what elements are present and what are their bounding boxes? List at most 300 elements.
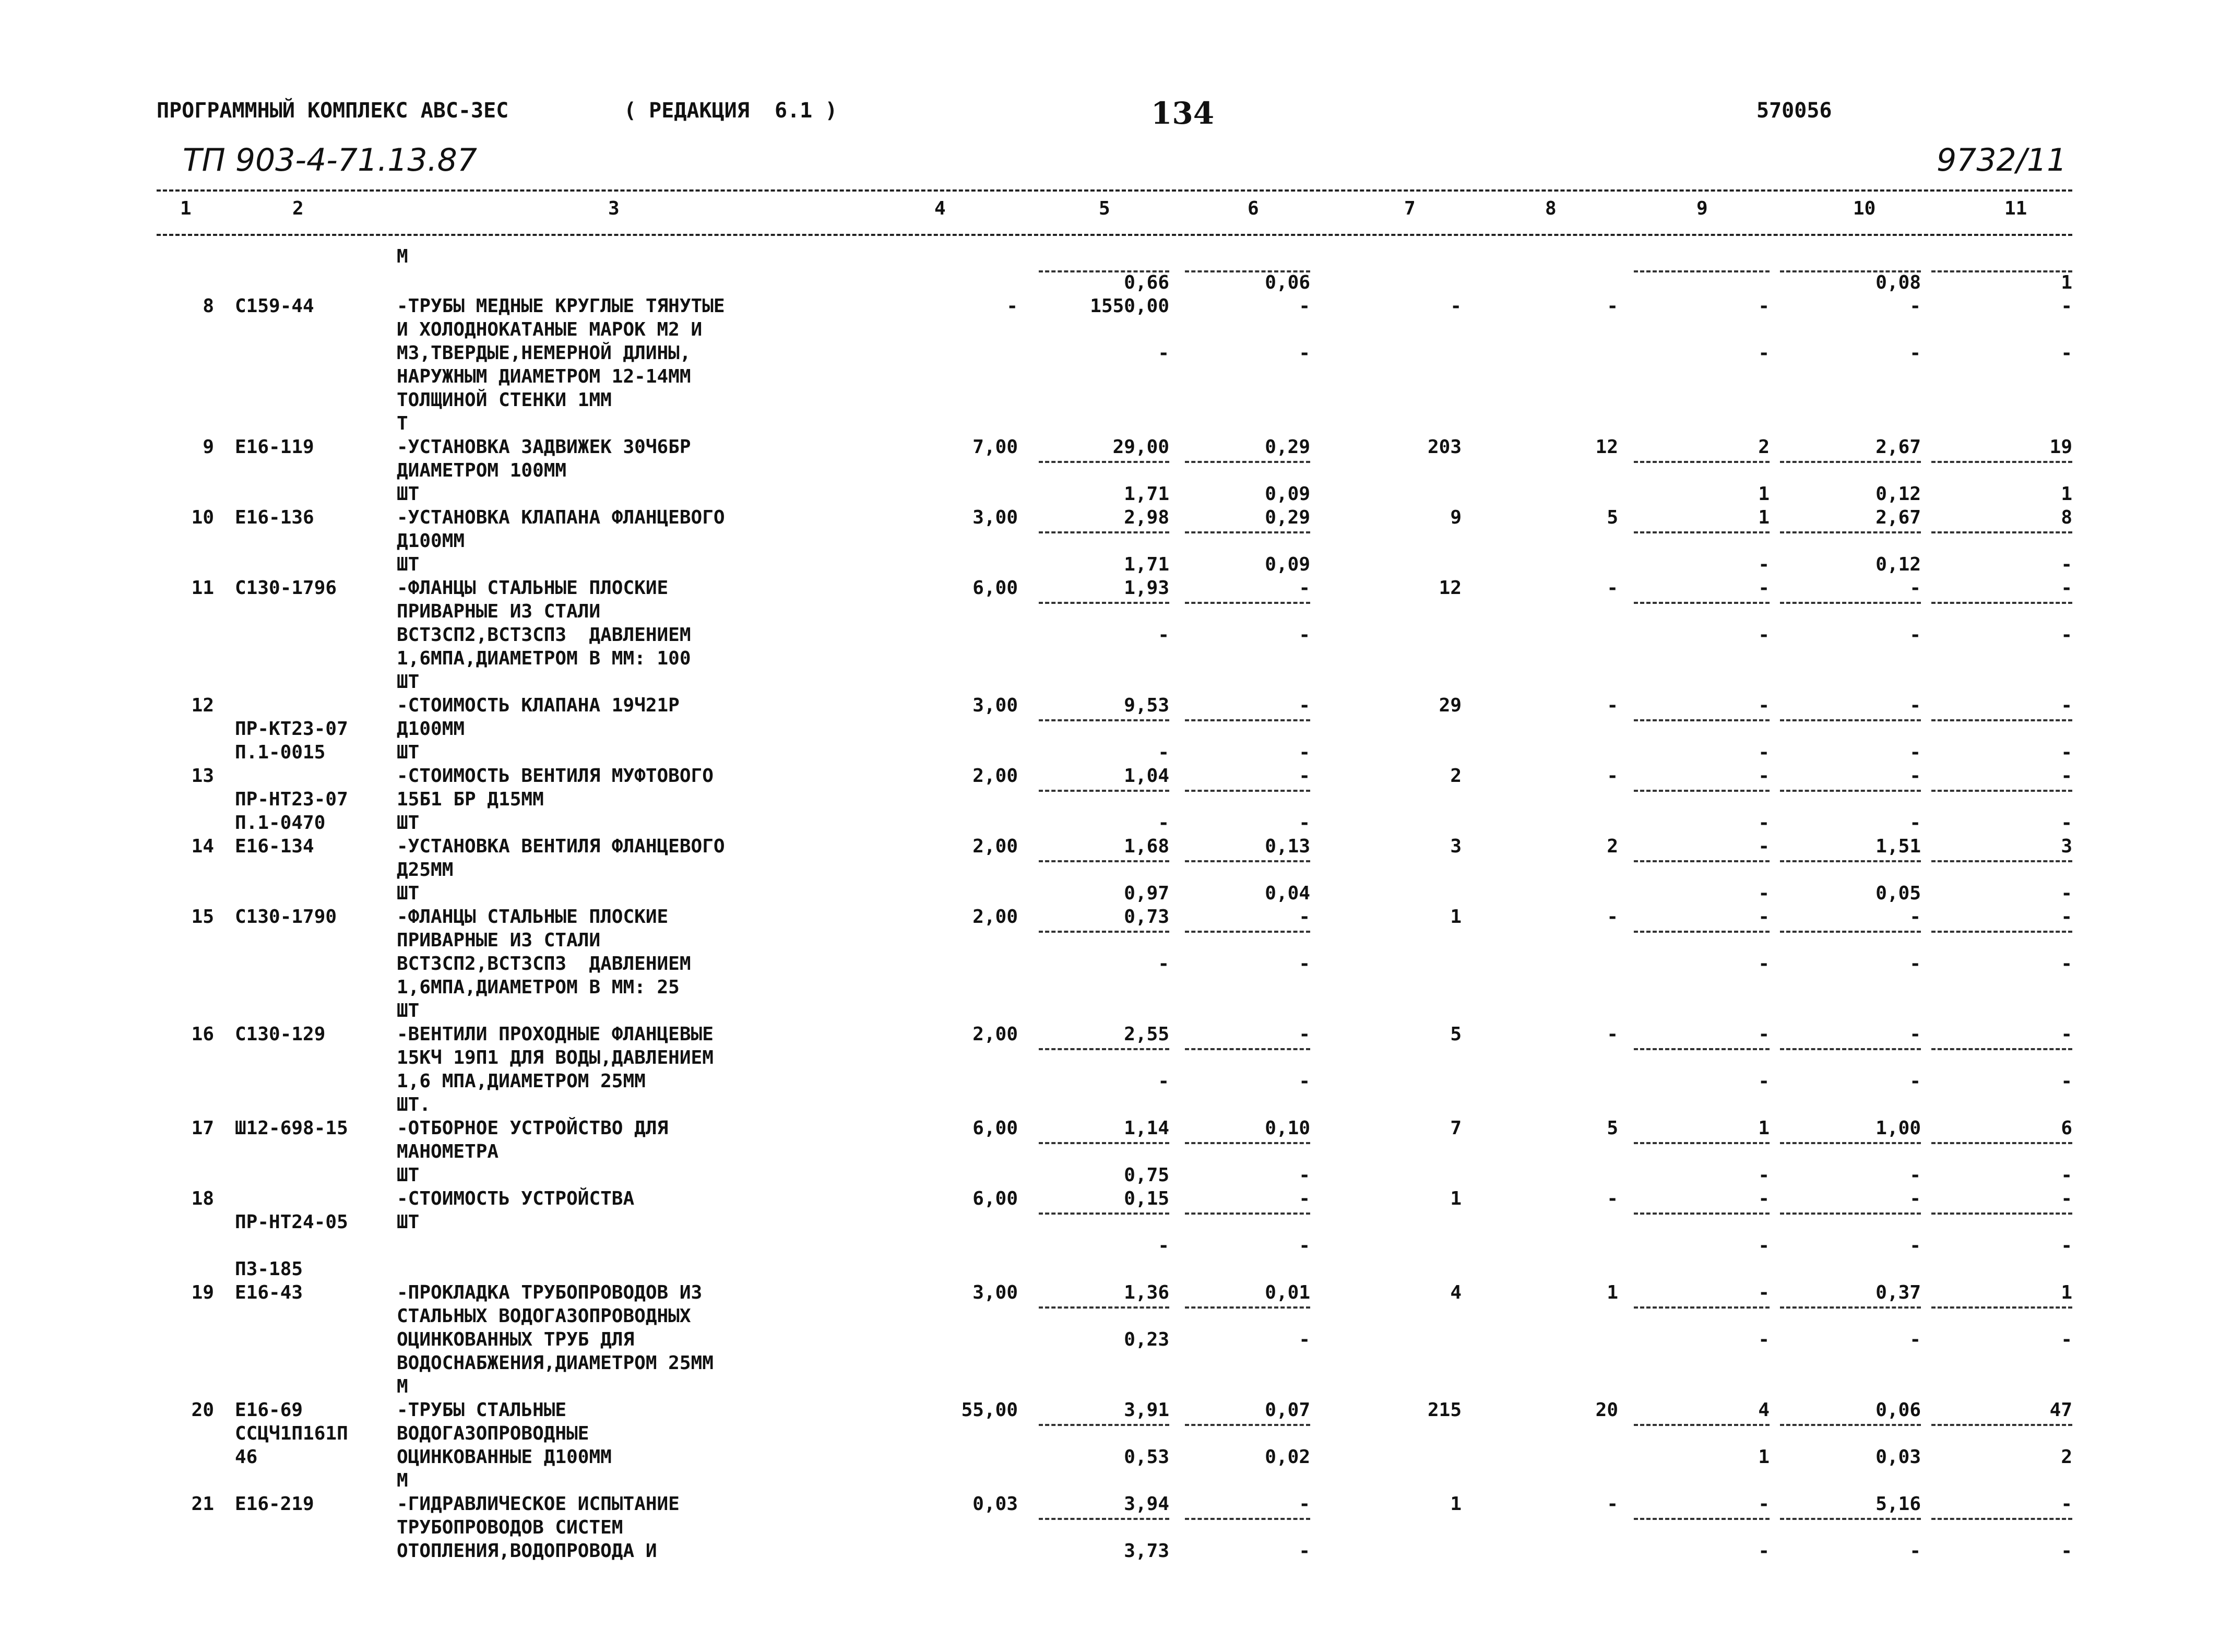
cell-col-3: М: [397, 1470, 408, 1491]
cell-col-10: 2,67: [1875, 507, 1921, 528]
cell-separator: [1931, 1048, 2072, 1050]
cell-separator: [1634, 860, 1770, 862]
cell-separator: [1634, 1518, 1770, 1520]
cell-col-9: -: [1758, 1071, 1770, 1092]
cell-separator: [1634, 602, 1770, 604]
cell-col-11: -: [2061, 906, 2072, 928]
cell-col-6: -: [1299, 577, 1310, 599]
cell-separator: [1931, 602, 2072, 604]
cell-col-3: ШТ: [397, 1000, 420, 1021]
cell-col-8: -: [1607, 765, 1618, 787]
cell-col-6: 0,10: [1265, 1118, 1310, 1139]
cell-col-2: П.1-0015: [235, 742, 326, 763]
cell-col-1: 10: [191, 507, 214, 528]
cell-col-3: -ТРУБЫ МЕДНЫЕ КРУГЛЫЕ ТЯНУТЫЕ: [397, 295, 725, 317]
cell-col-6: -: [1299, 624, 1310, 646]
cell-separator: [1780, 1213, 1921, 1215]
cell-col-5: -: [1158, 1235, 1169, 1256]
cell-col-5: 1,14: [1124, 1118, 1169, 1139]
cell-separator: [1780, 860, 1921, 862]
cell-separator: [1931, 719, 2072, 721]
cell-col-10: 2,67: [1875, 436, 1921, 458]
cell-separator: [1185, 531, 1310, 533]
cell-col-4: 2,00: [972, 836, 1018, 857]
cell-separator: [1039, 860, 1169, 862]
cell-col-4: 3,00: [972, 695, 1018, 716]
cell-col-9: -: [1758, 554, 1770, 575]
cell-col-3: ШТ: [397, 671, 420, 693]
cell-col-6: 0,07: [1265, 1399, 1310, 1421]
cell-col-7: -: [1450, 295, 1462, 317]
cell-col-5: 2,55: [1124, 1024, 1169, 1045]
cell-col-3: -ФЛАНЦЫ СТАЛЬНЫЕ ПЛОСКИЕ: [397, 906, 669, 928]
cell-col-3: -ФЛАНЦЫ СТАЛЬНЫЕ ПЛОСКИЕ: [397, 577, 669, 599]
cell-col-7: 203: [1427, 436, 1462, 458]
cell-col-4: 3,00: [972, 507, 1018, 528]
cell-col-2: С130-1796: [235, 577, 337, 599]
cell-col-7: 1: [1450, 906, 1462, 928]
cell-col-8: 20: [1595, 1399, 1618, 1421]
cell-col-1: 16: [191, 1024, 214, 1045]
cell-col-8: 1: [1607, 1282, 1618, 1303]
cell-col-10: -: [1909, 1024, 1921, 1045]
cell-col-3: -СТОИМОСТЬ УСТРОЙСТВА: [397, 1188, 635, 1209]
column-header-9: 9: [1696, 198, 1708, 219]
column-header-4: 4: [934, 198, 946, 219]
cell-col-6: 0,29: [1265, 507, 1310, 528]
cell-col-8: -: [1607, 906, 1618, 928]
cell-col-7: 3: [1450, 836, 1462, 857]
cell-col-10: -: [1909, 765, 1921, 787]
cell-col-6: 0,04: [1265, 883, 1310, 904]
cell-col-6: -: [1299, 1071, 1310, 1092]
cell-col-11: -: [2061, 1540, 2072, 1562]
cell-col-10: 0,12: [1875, 483, 1921, 505]
cell-col-4: 7,00: [972, 436, 1018, 458]
cell-col-8: -: [1607, 1188, 1618, 1209]
cell-col-5: 0,23: [1124, 1329, 1169, 1350]
cell-separator: [1780, 931, 1921, 933]
cell-col-8: 5: [1607, 507, 1618, 528]
cell-col-5: -: [1158, 342, 1169, 364]
cell-col-4: 55,00: [961, 1399, 1018, 1421]
cell-separator: [1780, 1424, 1921, 1426]
cell-col-10: -: [1909, 1329, 1921, 1350]
cell-separator: [1634, 1424, 1770, 1426]
cell-col-3: ОЦИНКОВАННЫЕ Д100ММ: [397, 1446, 612, 1468]
cell-col-10: -: [1909, 695, 1921, 716]
cell-separator: [1931, 1424, 2072, 1426]
cell-col-7: 12: [1439, 577, 1462, 599]
cell-separator: [1185, 719, 1310, 721]
cell-col-5: -: [1158, 1071, 1169, 1092]
cell-col-3: ШТ.: [397, 1094, 431, 1115]
cell-col-9: -: [1758, 342, 1770, 364]
cell-separator: [1634, 270, 1770, 272]
cell-separator: [1634, 931, 1770, 933]
cell-col-3: -ПРОКЛАДКА ТРУБОПРОВОДОВ ИЗ: [397, 1282, 703, 1303]
cell-col-5: 1,36: [1124, 1282, 1169, 1303]
cell-separator: [1931, 931, 2072, 933]
cell-separator: [1039, 602, 1169, 604]
cell-separator: [1634, 1142, 1770, 1144]
cell-separator: [1780, 461, 1921, 463]
cell-col-1: 17: [191, 1118, 214, 1139]
cell-col-6: 0,09: [1265, 554, 1310, 575]
column-header-6: 6: [1248, 198, 1259, 219]
cell-col-1: 20: [191, 1399, 214, 1421]
cell-separator: [1185, 1306, 1310, 1309]
cell-separator: [1185, 1142, 1310, 1144]
cell-col-10: 0,03: [1875, 1446, 1921, 1468]
cell-col-3: ШТ: [397, 483, 420, 505]
cell-separator: [1931, 461, 2072, 463]
cell-col-8: 2: [1607, 836, 1618, 857]
cell-separator: [1185, 860, 1310, 862]
column-header-2: 2: [292, 198, 304, 219]
cell-col-2: Е16-69: [235, 1399, 303, 1421]
cell-col-7: 7: [1450, 1118, 1462, 1139]
cell-col-5: 3,94: [1124, 1493, 1169, 1515]
cell-col-10: 0,05: [1875, 883, 1921, 904]
cell-separator: [1634, 1306, 1770, 1309]
cell-col-9: -: [1758, 577, 1770, 599]
cell-separator: [1931, 790, 2072, 792]
cell-col-7: 1: [1450, 1493, 1462, 1515]
cell-col-1: 9: [203, 436, 214, 458]
cell-col-6: -: [1299, 906, 1310, 928]
cell-col-10: -: [1909, 812, 1921, 834]
cell-col-10: -: [1909, 953, 1921, 974]
cell-col-5: 1550,00: [1090, 295, 1169, 317]
cell-col-3: -УСТАНОВКА ЗАДВИЖЕК 30Ч6БР: [397, 436, 691, 458]
cell-col-5: 1,04: [1124, 765, 1169, 787]
cell-col-3: -ВЕНТИЛИ ПРОХОДНЫЕ ФЛАНЦЕВЫЕ: [397, 1024, 714, 1045]
cell-col-3: ШТ: [397, 1164, 420, 1186]
cell-col-6: -: [1299, 812, 1310, 834]
cell-col-11: 1: [2061, 1282, 2072, 1303]
cell-separator: [1634, 531, 1770, 533]
cell-col-2: Ш12-698-15: [235, 1118, 348, 1139]
cell-col-2: П3-185: [235, 1258, 303, 1280]
cell-separator: [1039, 1142, 1169, 1144]
cell-col-9: -: [1758, 1024, 1770, 1045]
cell-col-6: -: [1299, 342, 1310, 364]
cell-col-5: 2,98: [1124, 507, 1169, 528]
cell-col-5: 0,15: [1124, 1188, 1169, 1209]
cell-col-10: 0,06: [1875, 1399, 1921, 1421]
cell-col-3: ШТ: [397, 742, 420, 763]
cell-separator: [1931, 1213, 2072, 1215]
cell-col-3: 15Б1 БР Д15ММ: [397, 789, 544, 810]
cell-col-7: 5: [1450, 1024, 1462, 1045]
cell-col-7: 215: [1427, 1399, 1462, 1421]
cell-col-3: ШТ: [397, 883, 420, 904]
cell-col-11: -: [2061, 742, 2072, 763]
cell-col-3: 1,6 МПА,ДИАМЕТРОМ 25ММ: [397, 1071, 646, 1092]
cell-col-3: ШТ: [397, 1211, 420, 1233]
cell-col-8: -: [1607, 1493, 1618, 1515]
cell-col-3: МАНОМЕТРА: [397, 1141, 499, 1162]
cell-separator: [1780, 719, 1921, 721]
cell-col-1: 13: [191, 765, 214, 787]
cell-col-9: -: [1758, 1188, 1770, 1209]
cell-col-11: 2: [2061, 1446, 2072, 1468]
column-header-5: 5: [1099, 198, 1110, 219]
cell-col-11: -: [2061, 1164, 2072, 1186]
cell-col-4: 6,00: [972, 577, 1018, 599]
cell-separator: [1931, 531, 2072, 533]
cell-col-10: -: [1909, 577, 1921, 599]
cell-separator: [1039, 719, 1169, 721]
cell-col-10: 5,16: [1875, 1493, 1921, 1515]
cell-col-1: 8: [203, 295, 214, 317]
cell-separator: [1185, 931, 1310, 933]
cell-col-2: Е16-134: [235, 836, 314, 857]
cell-separator: [1185, 602, 1310, 604]
program-title: ПРОГРАММНЫЙ КОМПЛЕКС АВС-3ЕС: [157, 99, 509, 123]
cell-col-5: 1,68: [1124, 836, 1169, 857]
cell-col-3: -СТОИМОСТЬ ВЕНТИЛЯ МУФТОВОГО: [397, 765, 714, 787]
cell-col-3: ВСТ3СП2,ВСТ3СП3 ДАВЛЕНИЕМ: [397, 953, 691, 974]
cell-separator: [1039, 270, 1169, 272]
header-rule-bottom: [157, 234, 2072, 236]
cell-col-1: 19: [191, 1282, 214, 1303]
column-header-7: 7: [1404, 198, 1416, 219]
cell-col-4: 3,00: [972, 1282, 1018, 1303]
cell-col-5: 0,73: [1124, 906, 1169, 928]
cell-separator: [1931, 1518, 2072, 1520]
cell-col-1: 21: [191, 1493, 214, 1515]
cell-separator: [1780, 602, 1921, 604]
cell-col-5: -: [1158, 742, 1169, 763]
cell-col-1: 11: [191, 577, 214, 599]
cell-col-3: 1,6МПА,ДИАМЕТРОМ В ММ: 25: [397, 977, 680, 998]
cell-col-11: 19: [2049, 436, 2072, 458]
cell-col-6: 0,01: [1265, 1282, 1310, 1303]
cell-col-9: -: [1758, 906, 1770, 928]
cell-col-3: -УСТАНОВКА ВЕНТИЛЯ ФЛАНЦЕВОГО: [397, 836, 725, 857]
cell-col-3: ВОДОСНАБЖЕНИЯ,ДИАМЕТРОМ 25ММ: [397, 1352, 714, 1374]
cell-col-7: 4: [1450, 1282, 1462, 1303]
cell-col-10: -: [1909, 1235, 1921, 1256]
cell-separator: [1634, 1048, 1770, 1050]
page-number: 134: [1151, 96, 1215, 131]
cell-col-9: -: [1758, 1540, 1770, 1562]
cell-col-3: ШТ: [397, 554, 420, 575]
cell-col-6: -: [1299, 695, 1310, 716]
cell-separator: [1931, 1306, 2072, 1309]
cell-col-9: -: [1758, 1282, 1770, 1303]
cell-col-5: 29,00: [1112, 436, 1169, 458]
cell-separator: [1634, 719, 1770, 721]
cell-col-11: -: [2061, 1493, 2072, 1515]
cell-col-2: 46: [235, 1446, 258, 1468]
cell-col-11: -: [2061, 1329, 2072, 1350]
cell-separator: [1039, 1518, 1169, 1520]
cell-col-5: 1,71: [1124, 554, 1169, 575]
cell-col-7: 2: [1450, 765, 1462, 787]
cell-col-6: 0,09: [1265, 483, 1310, 505]
cell-col-7: 9: [1450, 507, 1462, 528]
cell-col-9: -: [1758, 695, 1770, 716]
cell-col-2: ПР-НТ23-07: [235, 789, 348, 810]
cell-col-10: -: [1909, 1540, 1921, 1562]
cell-col-6: -: [1299, 1188, 1310, 1209]
edition-label: ( РЕДАКЦИЯ 6.1 ): [624, 99, 838, 123]
cell-col-10: -: [1909, 1071, 1921, 1092]
cell-col-2: С130-1790: [235, 906, 337, 928]
cell-col-6: -: [1299, 1024, 1310, 1045]
cell-col-4: 6,00: [972, 1188, 1018, 1209]
cell-col-5: 0,66: [1124, 272, 1169, 293]
cell-col-9: -: [1758, 1329, 1770, 1350]
cell-col-3: ВСТ3СП2,ВСТ3СП3 ДАВЛЕНИЕМ: [397, 624, 691, 646]
cell-col-9: -: [1758, 883, 1770, 904]
cell-separator: [1634, 1213, 1770, 1215]
cell-col-10: 1,00: [1875, 1118, 1921, 1139]
cell-col-9: -: [1758, 624, 1770, 646]
sheet-number-handwritten: 9732/11: [1937, 142, 2067, 179]
cell-col-6: -: [1299, 1235, 1310, 1256]
cell-col-6: -: [1299, 295, 1310, 317]
cell-separator: [1780, 531, 1921, 533]
cell-col-5: 3,73: [1124, 1540, 1169, 1562]
cell-col-9: -: [1758, 953, 1770, 974]
cell-col-2: Е16-119: [235, 436, 314, 458]
cell-col-9: 2: [1758, 436, 1770, 458]
cell-col-3: НАРУЖНЫМ ДИАМЕТРОМ 12-14ММ: [397, 366, 691, 387]
cell-separator: [1780, 1306, 1921, 1309]
cell-col-11: 3: [2061, 836, 2072, 857]
cell-col-3: ВОДОГАЗОПРОВОДНЫЕ: [397, 1423, 589, 1444]
cell-separator: [1634, 790, 1770, 792]
column-header-1: 1: [180, 198, 192, 219]
cell-separator: [1039, 1048, 1169, 1050]
cell-separator: [1185, 790, 1310, 792]
cell-col-3: И ХОЛОДНОКАТАНЫЕ МАРОК М2 И: [397, 319, 703, 340]
cell-col-9: -: [1758, 295, 1770, 317]
cell-col-3: ОЦИНКОВАННЫХ ТРУБ ДЛЯ: [397, 1329, 635, 1350]
cell-col-7: 29: [1439, 695, 1462, 716]
cell-col-10: -: [1909, 1188, 1921, 1209]
cell-col-9: -: [1758, 742, 1770, 763]
cell-col-11: -: [2061, 953, 2072, 974]
cell-col-8: -: [1607, 1024, 1618, 1045]
cell-col-4: 2,00: [972, 765, 1018, 787]
cell-col-5: -: [1158, 812, 1169, 834]
cell-col-2: ССЦЧ1П161П: [235, 1423, 348, 1444]
cell-col-9: -: [1758, 836, 1770, 857]
cell-col-5: 0,97: [1124, 883, 1169, 904]
cell-col-6: 0,13: [1265, 836, 1310, 857]
cell-col-11: -: [2061, 883, 2072, 904]
cell-separator: [1931, 270, 2072, 272]
cell-separator: [1780, 1142, 1921, 1144]
cell-col-3: М: [397, 1376, 408, 1397]
cell-col-5: -: [1158, 953, 1169, 974]
project-number-handwritten: ТП 903-4-71.13.87: [183, 142, 478, 179]
cell-col-11: -: [2061, 577, 2072, 599]
cell-col-4: 0,03: [972, 1493, 1018, 1515]
cell-col-5: 3,91: [1124, 1399, 1169, 1421]
cell-separator: [1185, 270, 1310, 272]
cell-col-6: -: [1299, 1164, 1310, 1186]
cell-col-3: ШТ: [397, 812, 420, 834]
cell-col-1: 18: [191, 1188, 214, 1209]
cell-col-8: -: [1607, 577, 1618, 599]
cell-col-3: Т: [397, 413, 408, 434]
cell-separator: [1039, 531, 1169, 533]
cell-col-10: -: [1909, 624, 1921, 646]
cell-separator: [1780, 1518, 1921, 1520]
cell-separator: [1634, 461, 1770, 463]
cell-col-10: -: [1909, 906, 1921, 928]
cell-col-3: -СТОИМОСТЬ КЛАПАНА 19Ч21Р: [397, 695, 680, 716]
cell-col-11: 47: [2049, 1399, 2072, 1421]
cell-col-3: Д100ММ: [397, 718, 465, 740]
cell-col-8: 5: [1607, 1118, 1618, 1139]
cell-col-4: 2,00: [972, 906, 1018, 928]
cell-col-3: ПРИВАРНЫЕ ИЗ СТАЛИ: [397, 930, 601, 951]
cell-col-6: -: [1299, 1493, 1310, 1515]
cell-col-6: -: [1299, 765, 1310, 787]
cell-col-3: ТРУБОПРОВОДОВ СИСТЕМ: [397, 1517, 623, 1538]
cell-col-5: 0,53: [1124, 1446, 1169, 1468]
cell-col-4: 2,00: [972, 1024, 1018, 1045]
cell-col-4: -: [1006, 295, 1018, 317]
cell-col-9: -: [1758, 1493, 1770, 1515]
cell-col-3: 1,6МПА,ДИАМЕТРОМ В ММ: 100: [397, 648, 691, 669]
cell-col-5: 9,53: [1124, 695, 1169, 716]
cell-col-11: -: [2061, 624, 2072, 646]
cell-col-5: 0,75: [1124, 1164, 1169, 1186]
cell-separator: [1780, 790, 1921, 792]
cell-col-2: Е16-43: [235, 1282, 303, 1303]
cell-separator: [1039, 1213, 1169, 1215]
cell-col-3: -УСТАНОВКА КЛАПАНА ФЛАНЦЕВОГО: [397, 507, 725, 528]
cell-col-2: Е16-219: [235, 1493, 314, 1515]
cell-col-9: 1: [1758, 507, 1770, 528]
cell-col-11: 8: [2061, 507, 2072, 528]
cell-col-9: 1: [1758, 1118, 1770, 1139]
cell-col-9: -: [1758, 812, 1770, 834]
cell-col-6: -: [1299, 1540, 1310, 1562]
cell-col-5: 1,71: [1124, 483, 1169, 505]
cell-col-3: ТОЛЩИНОЙ СТЕНКИ 1ММ: [397, 389, 612, 411]
cell-col-11: -: [2061, 342, 2072, 364]
cell-separator: [1185, 1424, 1310, 1426]
column-header-3: 3: [608, 198, 620, 219]
cell-col-11: 6: [2061, 1118, 2072, 1139]
cell-col-10: 0,12: [1875, 554, 1921, 575]
cell-col-11: -: [2061, 812, 2072, 834]
cell-col-6: -: [1299, 742, 1310, 763]
cell-separator: [1780, 270, 1921, 272]
cell-col-3: М: [397, 246, 408, 267]
cell-col-3: Д25ММ: [397, 859, 454, 881]
cell-col-10: -: [1909, 342, 1921, 364]
cell-col-3: -ТРУБЫ СТАЛЬНЫЕ: [397, 1399, 567, 1421]
column-header-8: 8: [1545, 198, 1557, 219]
cell-separator: [1931, 860, 2072, 862]
cell-col-9: 4: [1758, 1399, 1770, 1421]
cell-col-3: М3,ТВЕРДЫЕ,НЕМЕРНОЙ ДЛИНЫ,: [397, 342, 691, 364]
cell-col-2: П.1-0470: [235, 812, 326, 834]
cell-col-9: -: [1758, 765, 1770, 787]
cell-separator: [1931, 1142, 2072, 1144]
cell-col-6: -: [1299, 953, 1310, 974]
